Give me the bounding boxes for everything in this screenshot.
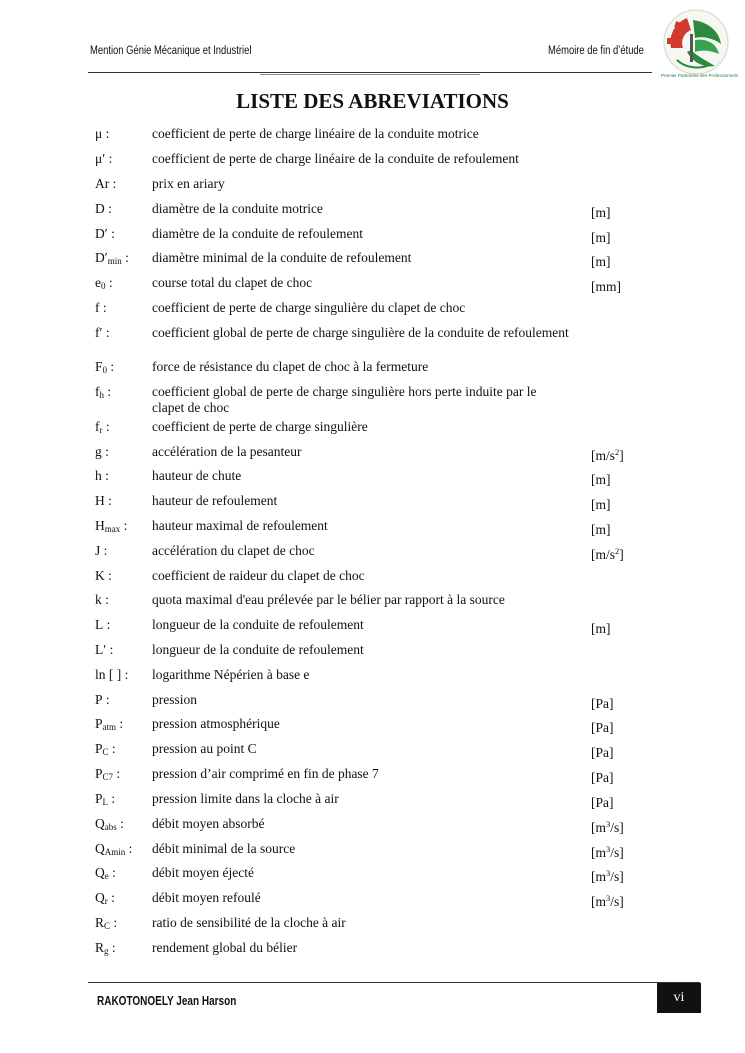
abbreviation-symbol: f : xyxy=(95,300,107,315)
abbreviation-unit: [m] xyxy=(591,472,611,487)
abbreviation-symbol: J : xyxy=(95,543,108,558)
abbreviation-description: débit moyen refoulé xyxy=(152,890,261,905)
header-left-text: Mention Génie Mécanique et Industriel xyxy=(90,45,252,57)
abbreviation-description: coefficient de perte de charge linéaire de la conduite motrice xyxy=(152,126,479,141)
abbreviation-description: coefficient global de perte de charge singulière de la conduite de refoulement xyxy=(152,325,569,340)
abbreviation-description: pression xyxy=(152,692,197,707)
footer-author: RAKOTONOELY Jean Harson xyxy=(97,994,237,1008)
abbreviation-symbol: f′ : xyxy=(95,325,110,340)
abbreviation-unit: $[m/s^2]$ xyxy=(591,447,624,463)
abbreviation-symbol: ln [ ] : xyxy=(95,667,129,682)
abbreviation-symbol: H : xyxy=(95,493,112,508)
abbreviation-description: diamètre minimal de la conduite de refoulement xyxy=(152,250,412,265)
abbreviation-symbol: Ar : xyxy=(95,176,117,191)
abbreviation-unit: [Pa] xyxy=(591,696,614,711)
abbreviation-symbol: D′ : xyxy=(95,226,115,241)
abbreviation-description: ratio de sensibilité de la cloche à air xyxy=(152,915,346,930)
abbreviation-symbol: $Q_{Amin}$ : xyxy=(95,841,133,857)
abbreviation-description: accélération du clapet de choc xyxy=(152,543,315,558)
abbreviation-symbol: D : xyxy=(95,201,112,216)
abbreviation-symbol: h : xyxy=(95,468,109,483)
abbreviation-symbol: $P_{C7}$ : xyxy=(95,766,121,782)
abbreviation-unit: [m] xyxy=(591,497,611,512)
abbreviation-unit: [m] xyxy=(591,230,611,245)
footer-rule xyxy=(88,982,700,983)
abbreviation-description: diamètre de la conduite motrice xyxy=(152,201,323,216)
abbreviation-symbol: $R_g$ : xyxy=(95,940,116,956)
abbreviation-symbol: P : xyxy=(95,692,110,707)
header-rule-shadow xyxy=(260,74,480,75)
abbreviation-unit: [m] xyxy=(591,621,611,636)
abbreviation-description: hauteur maximal de refoulement xyxy=(152,518,328,533)
abbreviation-description: longueur de la conduite de refoulement xyxy=(152,617,364,632)
abbreviation-symbol: $Q_e$ : xyxy=(95,865,116,881)
abbreviation-description: débit moyen éjecté xyxy=(152,865,254,880)
abbreviation-unit: $[m^3/s]$ xyxy=(591,844,624,860)
abbreviation-description: pression limite dans la cloche à air xyxy=(152,791,339,806)
abbreviation-symbol: μ′ : xyxy=(95,151,113,166)
abbreviation-symbol: $P_C$ : xyxy=(95,741,116,757)
abbreviation-unit: $[m^3/s]$ xyxy=(591,868,624,884)
abbreviation-symbol: $f_h$ : xyxy=(95,384,112,400)
abbreviation-description: débit moyen absorbé xyxy=(152,816,265,831)
abbreviation-description: hauteur de chute xyxy=(152,468,242,483)
abbreviation-description: logarithme Népérien à base e xyxy=(152,667,310,682)
abbreviation-description: prix en ariary xyxy=(152,176,225,191)
abbreviation-unit: [Pa] xyxy=(591,745,614,760)
abbreviation-symbol: g : xyxy=(95,444,109,459)
abbreviation-symbol: $R_C$ : xyxy=(95,915,118,931)
abbreviation-description: coefficient global de perte de charge singulière hors perte induite par le clapet de choc xyxy=(152,384,537,415)
abbreviation-description: longueur de la conduite de refoulement xyxy=(152,642,364,657)
abbreviation-unit: [mm] xyxy=(591,279,621,294)
abbreviation-unit: [m] xyxy=(591,522,611,537)
abbreviation-symbol: $e_0$ : xyxy=(95,275,113,291)
abbreviation-symbol: $f_r$ : xyxy=(95,419,110,435)
abbreviation-unit: [m] xyxy=(591,205,611,220)
abbreviation-description: pression d’air comprimé en fin de phase 7 xyxy=(152,766,379,781)
abbreviation-symbol: K : xyxy=(95,568,112,583)
abbreviation-symbol: $Q_{abs}$ : xyxy=(95,816,124,832)
abbreviation-description: rendement global du bélier xyxy=(152,940,298,955)
abbreviation-symbol: k : xyxy=(95,592,109,607)
abbreviation-unit: [Pa] xyxy=(591,770,614,785)
abbreviation-symbol: $F_0$ : xyxy=(95,359,115,375)
abbreviation-unit: [m] xyxy=(591,254,611,269)
abbreviation-description: diamètre de la conduite de refoulement xyxy=(152,226,364,241)
abbreviation-description: pression au point C xyxy=(152,741,257,756)
school-logo-icon xyxy=(657,8,735,80)
abbreviation-symbol: $Q_r$ : xyxy=(95,890,115,906)
abbreviation-unit: $[m^3/s]$ xyxy=(591,819,624,835)
header-rule xyxy=(88,72,652,73)
abbreviation-symbol: $H_{max}$ : xyxy=(95,518,128,534)
abbreviation-description: coefficient de perte de charge linéaire de la conduite de refoulement xyxy=(152,151,519,166)
abbreviation-description: pression atmosphérique xyxy=(152,716,280,731)
abbreviation-description: coefficient de raideur du clapet de choc xyxy=(152,568,365,583)
abbreviation-unit: [Pa] xyxy=(591,795,614,810)
abbreviation-unit: $[m/s^2]$ xyxy=(591,546,624,562)
abbreviation-symbol: $D'_{min}$ : xyxy=(95,250,129,266)
abbreviation-unit: $[m^3/s]$ xyxy=(591,893,624,909)
page-title: LISTE DES ABREVIATIONS xyxy=(236,89,509,113)
abbreviation-description: force de résistance du clapet de choc à la fermeture xyxy=(152,359,429,374)
logo-caption: Premier Partenaire des Professionnels xyxy=(661,73,739,78)
abbreviation-unit: [Pa] xyxy=(591,720,614,735)
abbreviation-description: coefficient de perte de charge singulière xyxy=(152,419,368,434)
abbreviation-symbol: $P_{atm}$ : xyxy=(95,716,124,732)
abbreviation-description: coefficient de perte de charge singulière du clapet de choc xyxy=(152,300,466,315)
header-right-text: Mémoire de fin d’étude xyxy=(548,45,644,57)
abbreviation-description: débit minimal de la source xyxy=(152,841,296,856)
abbreviation-description: hauteur de refoulement xyxy=(152,493,278,508)
page-number: vi xyxy=(657,983,701,1013)
abbreviation-symbol: μ : xyxy=(95,126,110,141)
abbreviation-description: quota maximal d'eau prélevée par le bélier par rapport à la source xyxy=(152,592,505,607)
abbreviation-symbol: L : xyxy=(95,617,111,632)
abbreviation-symbol: L′ : xyxy=(95,642,114,657)
abbreviation-description: course total du clapet de choc xyxy=(152,275,313,290)
abbreviation-symbol: $P_L$ : xyxy=(95,791,116,807)
abbreviation-description: accélération de la pesanteur xyxy=(152,444,302,459)
